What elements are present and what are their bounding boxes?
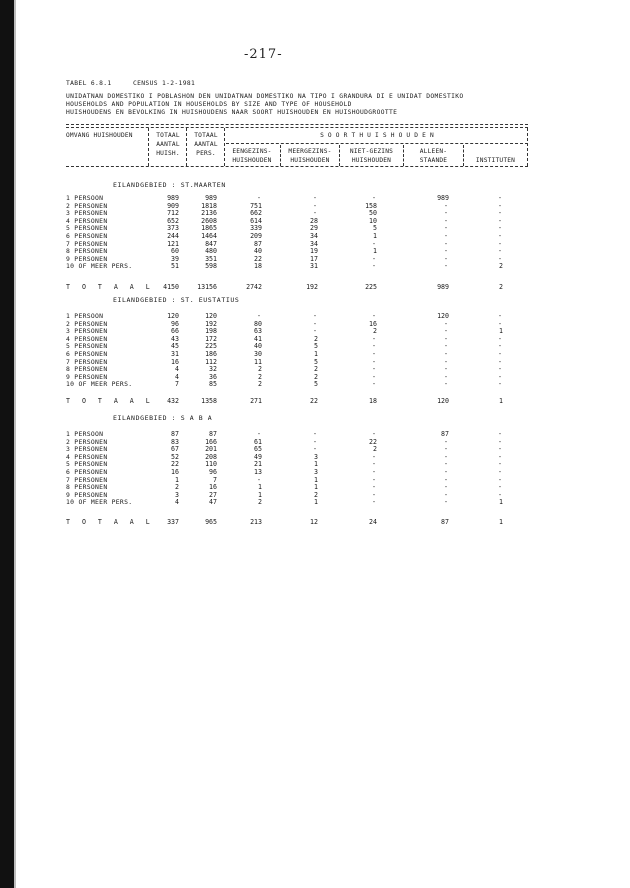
cell-meergezins: 1: [314, 475, 318, 484]
header-totaal-pers-2: AANTAL: [194, 141, 218, 148]
cell-niet-gezins: -: [372, 460, 376, 469]
cell-totaal-huish: 373: [167, 224, 179, 233]
cell-instituten: -: [498, 372, 502, 381]
cell-alleenstaande: -: [444, 209, 448, 218]
cell-niet-gezins: -: [372, 342, 376, 351]
cell-instituten: -: [498, 216, 502, 225]
total-niet-gezins: 18: [369, 397, 377, 405]
cell-totaal-pers: 110: [205, 460, 217, 469]
total-eengezins: 2742: [246, 283, 262, 291]
cell-niet-gezins: 22: [369, 437, 377, 446]
row-label: 8 PERSONEN: [66, 365, 108, 374]
section-title: EILANDGEBIED : S A B A: [113, 414, 213, 422]
cell-instituten: -: [498, 239, 502, 248]
cell-eengezins: 1: [258, 483, 262, 492]
cell-eengezins: 18: [254, 262, 262, 271]
row-label: 7 PERSONEN: [66, 475, 108, 484]
cell-totaal-pers: 598: [205, 262, 217, 271]
cell-niet-gezins: -: [372, 262, 376, 271]
cell-eengezins: 339: [250, 224, 262, 233]
cell-totaal-pers: 2608: [201, 216, 217, 225]
cell-alleenstaande: 989: [437, 194, 449, 202]
cell-eengezins: 2: [258, 380, 262, 389]
cell-eengezins: 2: [258, 498, 262, 507]
total-alleenstaande: 120: [437, 397, 449, 405]
cell-eengezins: -: [257, 475, 261, 484]
cell-alleenstaande: -: [444, 445, 448, 454]
cell-totaal-huish: 244: [167, 232, 179, 240]
cell-instituten: -: [498, 357, 502, 366]
cell-instituten: -: [498, 445, 502, 454]
row-label: 7 PERSONEN: [66, 239, 108, 248]
total-label: T O T A A L: [66, 397, 154, 405]
cell-niet-gezins: -: [372, 312, 376, 320]
cell-eengezins: 65: [254, 445, 262, 454]
cell-meergezins: 1: [314, 483, 318, 492]
cell-meergezins: 1: [314, 350, 318, 358]
row-label: 3 PERSONEN: [66, 209, 108, 218]
row-label: 8 PERSONEN: [66, 483, 108, 492]
cell-totaal-huish: 7: [175, 380, 179, 389]
cell-totaal-pers: 2136: [201, 209, 217, 218]
cell-niet-gezins: 1: [373, 232, 377, 240]
cell-niet-gezins: 1: [373, 247, 377, 256]
section-title: EILANDGEBIED : ST.MAARTEN: [113, 181, 226, 189]
cell-meergezins: 28: [310, 216, 318, 225]
total-instituten: 2: [499, 283, 503, 291]
row-label: 1 PERSOON: [66, 312, 104, 320]
cell-totaal-huish: 652: [167, 216, 179, 225]
cell-niet-gezins: -: [372, 254, 376, 263]
cell-niet-gezins: -: [372, 452, 376, 461]
cell-instituten: -: [498, 468, 502, 476]
cell-instituten: -: [498, 430, 502, 438]
cell-instituten: 1: [499, 498, 503, 507]
cell-eengezins: 30: [254, 350, 262, 358]
total-totaal-pers: 1358: [201, 397, 217, 405]
cell-totaal-huish: 45: [171, 342, 179, 351]
cell-totaal-pers: 208: [205, 452, 217, 461]
page-number: -217-: [244, 47, 283, 62]
cell-niet-gezins: -: [372, 498, 376, 507]
cell-alleenstaande: -: [444, 327, 448, 336]
cell-meergezins: 3: [314, 452, 318, 461]
cell-meergezins: 17: [310, 254, 318, 263]
cell-instituten: -: [498, 232, 502, 240]
header-meergezins-2: HUISHOUDEN: [290, 157, 330, 164]
total-label: T O T A A L: [66, 518, 154, 526]
cell-meergezins: -: [313, 430, 317, 438]
cell-meergezins: -: [313, 327, 317, 336]
cell-meergezins: 5: [314, 357, 318, 366]
cell-instituten: 2: [499, 262, 503, 271]
cell-niet-gezins: -: [372, 490, 376, 499]
cell-niet-gezins: -: [372, 372, 376, 381]
cell-totaal-huish: 4: [175, 498, 179, 507]
cell-totaal-huish: 83: [171, 437, 179, 446]
cell-alleenstaande: -: [444, 437, 448, 446]
header-soort-huishouden: S O O R T H U I S H O U D E N: [320, 132, 434, 139]
cell-eengezins: 22: [254, 254, 262, 263]
row-label: 5 PERSONEN: [66, 460, 108, 469]
header-rule-group: [226, 143, 528, 144]
cell-eengezins: 2: [258, 372, 262, 381]
cell-alleenstaande: -: [444, 319, 448, 328]
row-label: 6 PERSONEN: [66, 232, 108, 240]
total-instituten: 1: [499, 397, 503, 405]
cell-alleenstaande: 120: [437, 312, 449, 320]
cell-totaal-huish: 121: [167, 239, 179, 248]
census-label: CENSUS 1-2-1981: [133, 80, 196, 87]
cell-niet-gezins: 2: [373, 327, 377, 336]
cell-niet-gezins: -: [372, 194, 376, 202]
cell-totaal-pers: 186: [205, 350, 217, 358]
cell-alleenstaande: -: [444, 365, 448, 374]
cell-totaal-huish: 51: [171, 262, 179, 271]
header-totaal-pers-3: PERS.: [196, 150, 216, 157]
cell-instituten: -: [498, 437, 502, 446]
cell-totaal-huish: 52: [171, 452, 179, 461]
cell-alleenstaande: -: [444, 468, 448, 476]
cell-alleenstaande: -: [444, 380, 448, 389]
cell-alleenstaande: -: [444, 254, 448, 263]
header-rule-bottom: [66, 166, 528, 167]
cell-totaal-pers: 112: [205, 357, 217, 366]
cell-instituten: -: [498, 342, 502, 351]
cell-totaal-pers: 1865: [201, 224, 217, 233]
cell-eengezins: -: [257, 312, 261, 320]
total-totaal-pers: 13156: [197, 283, 217, 291]
cell-totaal-pers: 7: [213, 475, 217, 484]
header-separator: [186, 128, 187, 166]
cell-totaal-huish: 60: [171, 247, 179, 256]
row-label: 10 OF MEER PERS.: [66, 262, 133, 271]
cell-meergezins: 2: [314, 365, 318, 374]
cell-totaal-huish: 66: [171, 327, 179, 336]
cell-meergezins: -: [313, 437, 317, 446]
cell-totaal-huish: 31: [171, 350, 179, 358]
cell-instituten: -: [498, 475, 502, 484]
header-alleenstaande-2: STAANDE: [419, 157, 448, 164]
cell-meergezins: 2: [314, 372, 318, 381]
cell-niet-gezins: 2: [373, 445, 377, 454]
cell-totaal-huish: 16: [171, 357, 179, 366]
cell-totaal-pers: 85: [209, 380, 217, 389]
cell-totaal-pers: 166: [205, 437, 217, 446]
cell-meergezins: 34: [310, 232, 318, 240]
row-label: 9 PERSONEN: [66, 372, 108, 381]
header-omvang: OMVANG HUISHOUDEN: [66, 132, 133, 139]
total-totaal-huish: 4150: [163, 283, 179, 291]
cell-alleenstaande: -: [444, 460, 448, 469]
cell-eengezins: 751: [250, 201, 262, 210]
cell-niet-gezins: -: [372, 334, 376, 343]
cell-niet-gezins: -: [372, 475, 376, 484]
total-niet-gezins: 24: [369, 518, 377, 526]
cell-instituten: -: [498, 380, 502, 389]
cell-totaal-pers: 120: [205, 312, 217, 320]
cell-eengezins: 662: [250, 209, 262, 218]
cell-alleenstaande: -: [444, 475, 448, 484]
cell-eengezins: 21: [254, 460, 262, 469]
cell-eengezins: 63: [254, 327, 262, 336]
cell-alleenstaande: -: [444, 224, 448, 233]
cell-instituten: -: [498, 334, 502, 343]
cell-totaal-huish: 39: [171, 254, 179, 263]
section-title: EILANDGEBIED : ST. EUSTATIUS: [113, 296, 240, 304]
cell-alleenstaande: -: [444, 452, 448, 461]
cell-niet-gezins: 158: [365, 201, 377, 210]
cell-niet-gezins: 5: [373, 224, 377, 233]
cell-niet-gezins: -: [372, 430, 376, 438]
cell-totaal-huish: 96: [171, 319, 179, 328]
cell-eengezins: 13: [254, 468, 262, 476]
header-separator: [148, 128, 149, 166]
cell-totaal-huish: 4: [175, 365, 179, 374]
header-totaal-huish-1: TOTAAL: [156, 132, 180, 139]
row-label: 6 PERSONEN: [66, 468, 108, 476]
cell-alleenstaande: -: [444, 498, 448, 507]
cell-totaal-huish: 2: [175, 483, 179, 492]
row-label: 1 PERSOON: [66, 194, 104, 202]
cell-niet-gezins: -: [372, 483, 376, 492]
cell-meergezins: 34: [310, 239, 318, 248]
total-niet-gezins: 225: [365, 283, 377, 291]
cell-instituten: -: [498, 312, 502, 320]
cell-totaal-pers: 225: [205, 342, 217, 351]
row-label: 4 PERSONEN: [66, 334, 108, 343]
cell-totaal-pers: 198: [205, 327, 217, 336]
row-label: 4 PERSONEN: [66, 452, 108, 461]
total-totaal-pers: 965: [205, 518, 217, 526]
header-instituten: INSTITUTEN: [475, 157, 516, 164]
cell-instituten: -: [498, 247, 502, 256]
cell-instituten: -: [498, 209, 502, 218]
cell-niet-gezins: -: [372, 350, 376, 358]
cell-alleenstaande: 87: [441, 430, 449, 438]
cell-totaal-pers: 201: [205, 445, 217, 454]
cell-instituten: -: [498, 452, 502, 461]
cell-totaal-pers: 36: [209, 372, 217, 381]
cell-niet-gezins: -: [372, 380, 376, 389]
row-label: 3 PERSONEN: [66, 445, 108, 454]
cell-meergezins: 1: [314, 498, 318, 507]
cell-meergezins: 3: [314, 468, 318, 476]
cell-meergezins: -: [313, 194, 317, 202]
total-eengezins: 213: [250, 518, 262, 526]
cell-totaal-pers: 87: [209, 430, 217, 438]
cell-totaal-pers: 172: [205, 334, 217, 343]
cell-niet-gezins: -: [372, 468, 376, 476]
row-label: 3 PERSONEN: [66, 327, 108, 336]
cell-alleenstaande: -: [444, 247, 448, 256]
header-totaal-pers-1: TOTAAL: [194, 132, 218, 139]
table-label: TABEL 6.8.1: [66, 80, 112, 87]
header-alleenstaande-1: ALLEEN-: [419, 148, 448, 155]
scan-left-border: [0, 0, 14, 888]
cell-meergezins: -: [313, 445, 317, 454]
cell-alleenstaande: -: [444, 239, 448, 248]
cell-totaal-huish: 909: [167, 201, 179, 210]
cell-totaal-pers: 16: [209, 483, 217, 492]
total-meergezins: 22: [310, 397, 318, 405]
cell-instituten: -: [498, 490, 502, 499]
cell-meergezins: 5: [314, 380, 318, 389]
cell-totaal-huish: 4: [175, 372, 179, 381]
cell-totaal-pers: 47: [209, 498, 217, 507]
cell-totaal-huish: 22: [171, 460, 179, 469]
cell-totaal-huish: 87: [171, 430, 179, 438]
header-rule-top-2: [66, 127, 528, 128]
cell-instituten: -: [498, 201, 502, 210]
cell-niet-gezins: -: [372, 365, 376, 374]
cell-totaal-pers: 351: [205, 254, 217, 263]
cell-totaal-pers: 480: [205, 247, 217, 256]
cell-totaal-pers: 96: [209, 468, 217, 476]
cell-meergezins: 5: [314, 342, 318, 351]
cell-totaal-pers: 989: [205, 194, 217, 202]
header-niet-gezins-2: HUISHOUDEN: [351, 157, 392, 164]
cell-eengezins: 87: [254, 239, 262, 248]
row-label: 4 PERSONEN: [66, 216, 108, 225]
cell-totaal-pers: 847: [205, 239, 217, 248]
cell-totaal-pers: 192: [205, 319, 217, 328]
cell-alleenstaande: -: [444, 334, 448, 343]
cell-alleenstaande: -: [444, 262, 448, 271]
cell-niet-gezins: 50: [369, 209, 377, 218]
cell-alleenstaande: -: [444, 483, 448, 492]
cell-totaal-huish: 43: [171, 334, 179, 343]
cell-totaal-pers: 1464: [201, 232, 217, 240]
row-label: 1 PERSOON: [66, 430, 104, 438]
header-niet-gezins-1: NIET-GEZINS: [349, 148, 394, 155]
cell-alleenstaande: -: [444, 357, 448, 366]
cell-eengezins: -: [257, 430, 261, 438]
cell-instituten: -: [498, 350, 502, 358]
cell-meergezins: 2: [314, 334, 318, 343]
row-label: 8 PERSONEN: [66, 247, 108, 256]
cell-alleenstaande: -: [444, 372, 448, 381]
cell-alleenstaande: -: [444, 201, 448, 210]
cell-niet-gezins: -: [372, 239, 376, 248]
cell-meergezins: -: [313, 319, 317, 328]
cell-instituten: -: [498, 460, 502, 469]
cell-alleenstaande: -: [444, 232, 448, 240]
row-label: 5 PERSONEN: [66, 224, 108, 233]
total-label: T O T A A L: [66, 283, 154, 291]
cell-instituten: 1: [499, 327, 503, 336]
cell-totaal-pers: 1818: [201, 201, 217, 210]
total-meergezins: 192: [306, 283, 318, 291]
cell-meergezins: -: [313, 201, 317, 210]
title-papiamento: UNIDATNAN DOMESTIKO I POBLASHON DEN UNIDATNAN DOMESTIKO NA TIPO I GRANDURA DI E UNIDAT DOMESTIKO: [66, 93, 464, 100]
cell-eengezins: 40: [254, 342, 262, 351]
cell-meergezins: -: [313, 209, 317, 218]
cell-totaal-pers: 27: [209, 490, 217, 499]
cell-instituten: -: [498, 254, 502, 263]
row-label: 5 PERSONEN: [66, 342, 108, 351]
cell-niet-gezins: 10: [369, 216, 377, 225]
row-label: 10 OF MEER PERS.: [66, 498, 133, 507]
cell-eengezins: 49: [254, 452, 262, 461]
cell-eengezins: 40: [254, 247, 262, 256]
cell-instituten: -: [498, 319, 502, 328]
header-eengezins-1: EENGEZINS-: [232, 148, 272, 155]
title-english: HOUSEHOLDS AND POPULATION IN HOUSEHOLDS BY SIZE AND TYPE OF HOUSEHOLD: [66, 101, 352, 108]
cell-alleenstaande: -: [444, 490, 448, 499]
header-meergezins-1: MEERGEZINS-: [288, 148, 332, 155]
cell-totaal-huish: 1: [175, 475, 179, 484]
cell-instituten: -: [498, 194, 502, 202]
cell-totaal-huish: 712: [167, 209, 179, 218]
cell-alleenstaande: -: [444, 350, 448, 358]
row-label: 2 PERSONEN: [66, 201, 108, 210]
cell-niet-gezins: -: [372, 357, 376, 366]
cell-alleenstaande: -: [444, 216, 448, 225]
cell-eengezins: 80: [254, 319, 262, 328]
cell-instituten: -: [498, 365, 502, 374]
cell-meergezins: 19: [310, 247, 318, 256]
total-totaal-huish: 337: [167, 518, 179, 526]
cell-totaal-pers: 32: [209, 365, 217, 374]
cell-alleenstaande: -: [444, 342, 448, 351]
cell-meergezins: 31: [310, 262, 318, 271]
cell-eengezins: -: [257, 194, 261, 202]
row-label: 2 PERSONEN: [66, 319, 108, 328]
header-rule-top: [66, 124, 528, 125]
cell-eengezins: 61: [254, 437, 262, 446]
row-label: 7 PERSONEN: [66, 357, 108, 366]
cell-niet-gezins: 16: [369, 319, 377, 328]
cell-meergezins: 29: [310, 224, 318, 233]
cell-eengezins: 209: [250, 232, 262, 240]
row-label: 9 PERSONEN: [66, 254, 108, 263]
total-eengezins: 271: [250, 397, 262, 405]
cell-eengezins: 11: [254, 357, 262, 366]
cell-totaal-huish: 67: [171, 445, 179, 454]
row-label: 10 OF MEER PERS.: [66, 380, 133, 389]
cell-instituten: -: [498, 483, 502, 492]
total-meergezins: 12: [310, 518, 318, 526]
cell-eengezins: 2: [258, 365, 262, 374]
cell-totaal-huish: 3: [175, 490, 179, 499]
scan-left-edge: [14, 0, 16, 888]
row-label: 6 PERSONEN: [66, 350, 108, 358]
row-label: 2 PERSONEN: [66, 437, 108, 446]
header-eengezins-2: HUISHOUDEN: [232, 157, 272, 164]
header-totaal-huish-2: AANTAL: [156, 141, 180, 148]
total-totaal-huish: 432: [167, 397, 179, 405]
cell-totaal-huish: 120: [167, 312, 179, 320]
cell-meergezins: 1: [314, 460, 318, 469]
cell-meergezins: -: [313, 312, 317, 320]
total-alleenstaande: 989: [437, 283, 449, 291]
title-dutch: HUISHOUDENS EN BEVOLKING IN HUISHOUDENS NAAR SOORT HUISHOUDEN EN HUISHOUDGROOTTE: [66, 109, 398, 116]
total-instituten: 1: [499, 518, 503, 526]
cell-totaal-huish: 989: [167, 194, 179, 202]
cell-eengezins: 41: [254, 334, 262, 343]
cell-totaal-huish: 16: [171, 468, 179, 476]
cell-meergezins: 2: [314, 490, 318, 499]
row-label: 9 PERSONEN: [66, 490, 108, 499]
cell-eengezins: 614: [250, 216, 262, 225]
header-totaal-huish-3: HUISH.: [156, 150, 180, 157]
total-alleenstaande: 87: [441, 518, 449, 526]
cell-instituten: -: [498, 224, 502, 233]
cell-eengezins: 1: [258, 490, 262, 499]
